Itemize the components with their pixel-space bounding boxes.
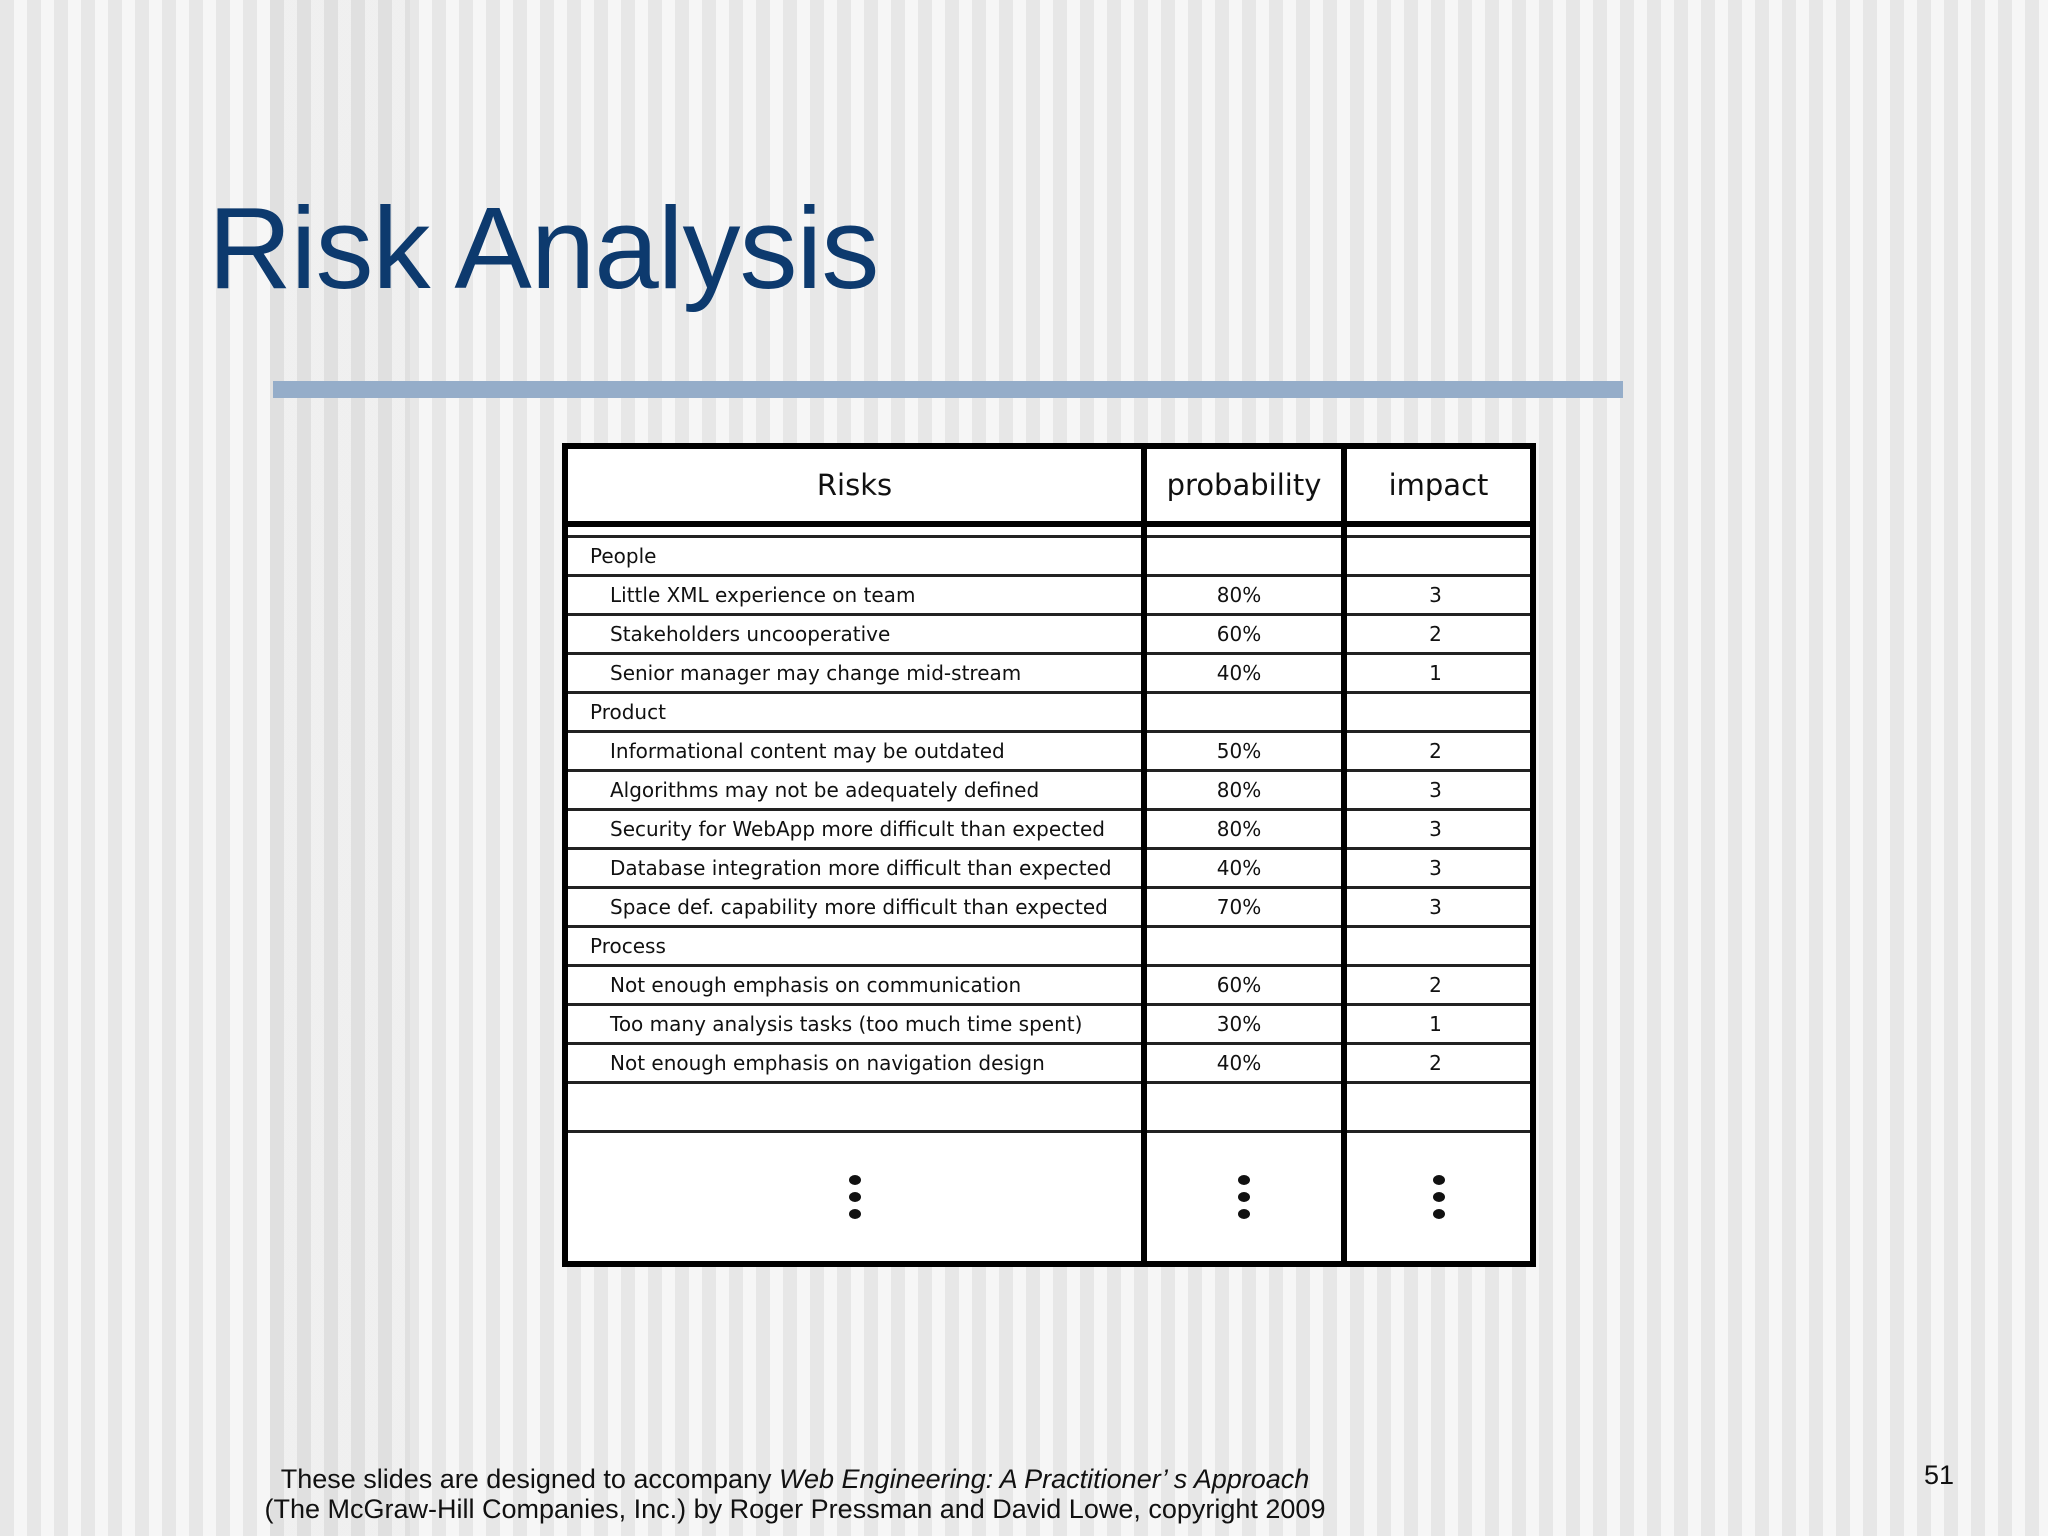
probability-cell: 80%	[1144, 576, 1344, 615]
header-gap-row	[568, 524, 1530, 537]
impact-cell: 3	[1344, 888, 1530, 927]
probability-cell: 50%	[1144, 732, 1344, 771]
risk-cell: Not enough emphasis on communication	[568, 966, 1144, 1005]
vertical-ellipsis-icon	[849, 1175, 861, 1219]
continuation-row	[568, 1132, 1530, 1262]
probability-cell: 60%	[1144, 966, 1344, 1005]
impact-cell: 3	[1344, 576, 1530, 615]
risk-table-frame	[562, 443, 1536, 1267]
risk-cell: Not enough emphasis on navigation design	[568, 1044, 1144, 1083]
table-row	[568, 576, 1530, 615]
table-row	[568, 810, 1530, 849]
impact-cell: 2	[1344, 732, 1530, 771]
header-probability: probability	[1144, 449, 1344, 524]
table-row	[568, 654, 1530, 693]
footer-line-1	[210, 1464, 1380, 1494]
table-row	[568, 888, 1530, 927]
impact-cell: 1	[1344, 1005, 1530, 1044]
risk-cell: Too many analysis tasks (too much time spent)	[568, 1005, 1144, 1044]
continuation-cell	[1144, 1132, 1344, 1262]
table-header-row	[568, 449, 1530, 524]
footer-credit	[210, 1464, 1380, 1524]
footer-book-title: Web Engineering: A Practitioner’ s Approach	[779, 1464, 1310, 1494]
impact-cell: 3	[1344, 810, 1530, 849]
probability-cell: 60%	[1144, 615, 1344, 654]
header-impact: impact	[1344, 449, 1530, 524]
impact-cell: 2	[1344, 966, 1530, 1005]
impact-cell: 3	[1344, 771, 1530, 810]
table-row	[568, 966, 1530, 1005]
continuation-cell	[568, 1132, 1144, 1262]
risk-cell: Security for WebApp more difficult than expected	[568, 810, 1144, 849]
probability-cell: 40%	[1144, 1044, 1344, 1083]
footer-prefix: These slides are designed to accompany	[280, 1464, 779, 1494]
impact-cell: 2	[1344, 615, 1530, 654]
probability-cell: 30%	[1144, 1005, 1344, 1044]
risk-cell: Space def. capability more difficult than expected	[568, 888, 1144, 927]
probability-cell: 40%	[1144, 849, 1344, 888]
risk-cell: Senior manager may change mid-stream	[568, 654, 1144, 693]
risk-cell: Database integration more difficult than expected	[568, 849, 1144, 888]
group-label: Product	[568, 693, 1144, 732]
table-row	[568, 732, 1530, 771]
header-risks: Risks	[568, 449, 1144, 524]
group-label: Process	[568, 927, 1144, 966]
risk-table	[568, 449, 1530, 1261]
risk-cell: Little XML experience on team	[568, 576, 1144, 615]
continuation-cell	[1344, 1132, 1530, 1262]
footer-line-2: (The McGraw-Hill Companies, Inc.) by Roger Pressman and David Lowe, copyright 2009	[264, 1494, 1326, 1524]
vertical-ellipsis-icon	[1238, 1175, 1250, 1219]
slide-title: Risk Analysis	[208, 183, 879, 313]
impact-cell: 3	[1344, 849, 1530, 888]
table-row	[568, 1005, 1530, 1044]
group-row-process	[568, 927, 1530, 966]
group-label: People	[568, 537, 1144, 576]
table-row	[568, 771, 1530, 810]
probability-cell: 80%	[1144, 771, 1344, 810]
impact-cell: 1	[1344, 654, 1530, 693]
group-row-people	[568, 537, 1530, 576]
vertical-ellipsis-icon	[1433, 1175, 1445, 1219]
risk-cell: Algorithms may not be adequately defined	[568, 771, 1144, 810]
table-row	[568, 615, 1530, 654]
impact-cell: 2	[1344, 1044, 1530, 1083]
empty-row	[568, 1083, 1530, 1132]
table-row	[568, 849, 1530, 888]
probability-cell: 70%	[1144, 888, 1344, 927]
page-number: 51	[1924, 1460, 1955, 1490]
risk-cell: Stakeholders uncooperative	[568, 615, 1144, 654]
probability-cell: 80%	[1144, 810, 1344, 849]
risk-cell: Informational content may be outdated	[568, 732, 1144, 771]
group-row-product	[568, 693, 1530, 732]
probability-cell: 40%	[1144, 654, 1344, 693]
table-row	[568, 1044, 1530, 1083]
title-underline-rule	[273, 381, 1623, 398]
